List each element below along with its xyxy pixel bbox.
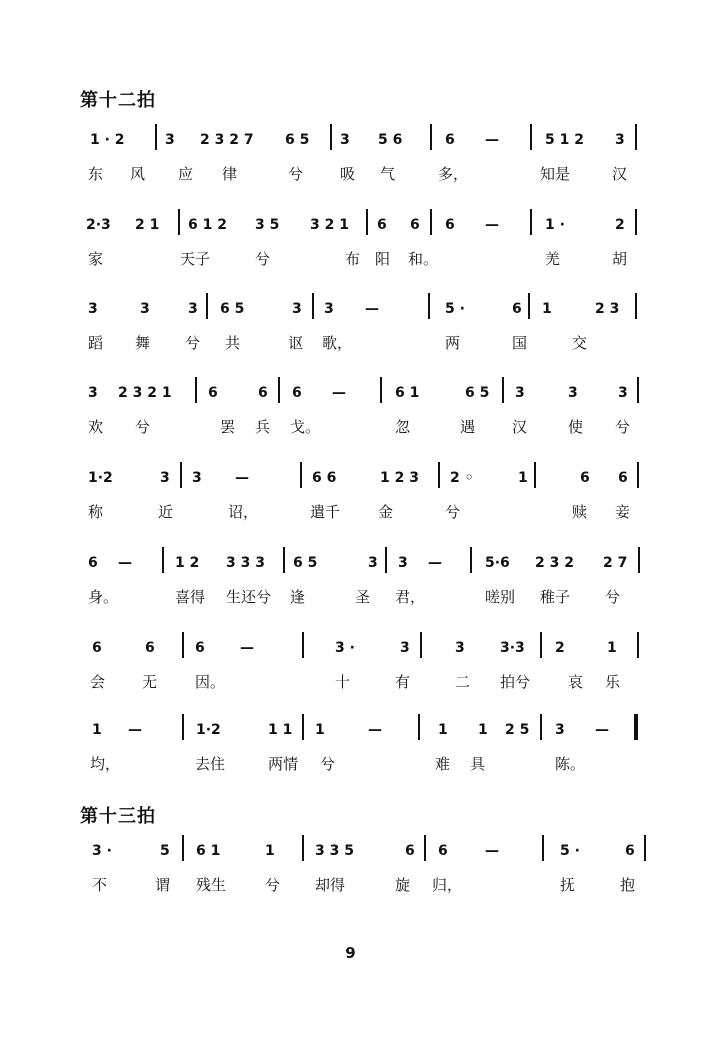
note-group: 1: [478, 722, 488, 738]
note-group: 2 3 2 7: [200, 132, 254, 148]
note-group: 2 7: [603, 555, 628, 571]
note-group: 3·3: [500, 640, 525, 656]
note-group: 3 5: [255, 217, 280, 233]
lyric-text: 汉: [512, 418, 528, 436]
note-group: 3: [568, 385, 578, 401]
lyric-text: 应: [178, 165, 194, 183]
note-group: 1: [265, 843, 275, 859]
note-group: 1·2: [196, 722, 221, 738]
note-group: —: [128, 722, 142, 738]
bar-line: [420, 632, 422, 658]
bar-line: [430, 209, 432, 235]
bar-line: [438, 462, 440, 488]
lyric-text: 和。: [408, 250, 439, 268]
lyric-text: 欢: [88, 418, 104, 436]
note-group: 1 1: [268, 722, 293, 738]
lyric-text: 两: [445, 334, 461, 352]
bar-line: [182, 835, 184, 861]
lyric-text: 却得: [315, 876, 346, 894]
lyric-text: 去住: [195, 755, 226, 773]
score-system-8: [0, 712, 701, 782]
note-group: 3: [192, 470, 202, 486]
lyric-text: 君，: [395, 588, 426, 606]
bar-line: [530, 209, 532, 235]
note-group: —: [332, 385, 346, 401]
note-group: 2 3 2: [535, 555, 574, 571]
lyric-text: 二: [455, 673, 471, 691]
note-group: 6: [292, 385, 302, 401]
bar-line: [155, 124, 157, 150]
lyric-text: 兮: [255, 250, 271, 268]
lyric-text: 布: [345, 250, 361, 268]
bar-line: [424, 835, 426, 861]
lyric-text: 多，: [438, 165, 469, 183]
note-group: 6: [405, 843, 415, 859]
lyric-text: 圣: [355, 588, 371, 606]
bar-line: [195, 377, 197, 403]
note-group: 6: [580, 470, 590, 486]
note-group: 2·3: [86, 217, 111, 233]
lyric-text: 国: [512, 334, 528, 352]
lyric-text: 难: [435, 755, 451, 773]
note-group: 1: [315, 722, 325, 738]
bar-line: [182, 714, 184, 740]
lyric-text: 交: [572, 334, 588, 352]
bar-line: [302, 835, 304, 861]
bar-line: [534, 462, 536, 488]
bar-line: [302, 714, 304, 740]
bar-line: [635, 209, 637, 235]
lyric-text: 生还兮: [226, 588, 272, 606]
lyrics-line: [0, 874, 701, 898]
bar-line: [180, 462, 182, 488]
note-group: 3 3 3: [226, 555, 265, 571]
note-group: 3: [615, 132, 625, 148]
lyric-text: 均，: [90, 755, 121, 773]
section-heading-13: 第十三拍: [80, 806, 156, 827]
note-group: 1: [92, 722, 102, 738]
note-group: 3: [618, 385, 628, 401]
notation-line: [0, 460, 701, 500]
lyric-text: 律: [222, 165, 238, 183]
note-group: 6: [208, 385, 218, 401]
lyric-text: 遣千: [310, 503, 341, 521]
lyric-text: 阳: [375, 250, 391, 268]
note-group: 5 ·: [445, 301, 465, 317]
lyric-text: 稚子: [540, 588, 571, 606]
note-group: 6 1: [196, 843, 221, 859]
note-group: 3 2 1: [310, 217, 349, 233]
note-group: 6: [438, 843, 448, 859]
note-group: 1: [438, 722, 448, 738]
note-group: 6: [410, 217, 420, 233]
note-group: 3: [340, 132, 350, 148]
note-group: 5·6: [485, 555, 510, 571]
note-group: 1: [607, 640, 617, 656]
bar-line: [302, 632, 304, 658]
note-group: 1 2 3: [380, 470, 419, 486]
lyric-text: 兮: [135, 418, 151, 436]
bar-line: [470, 547, 472, 573]
bar-line: [530, 124, 532, 150]
bar-line: [300, 462, 302, 488]
lyric-text: 有: [395, 673, 411, 691]
lyric-text: 谓: [155, 876, 171, 894]
note-group: 2 3: [595, 301, 620, 317]
lyric-text: 罢: [220, 418, 236, 436]
bar-line: [428, 293, 430, 319]
score-system-4: [0, 375, 701, 445]
score-system-5: [0, 460, 701, 530]
bar-line: [542, 835, 544, 861]
note-group: 3: [398, 555, 408, 571]
notation-line: [0, 122, 701, 162]
lyrics-line: [0, 753, 701, 777]
note-group: 6 5: [465, 385, 490, 401]
lyric-text: 遇: [460, 418, 476, 436]
final-bar-line: [634, 714, 638, 740]
lyric-text: 胡: [612, 250, 628, 268]
note-group: 6: [618, 470, 628, 486]
bar-line: [637, 632, 639, 658]
lyric-text: 东: [88, 165, 104, 183]
note-group: 3 3 5: [315, 843, 354, 859]
bar-line: [540, 714, 542, 740]
note-group: 6 6: [312, 470, 337, 486]
note-group: —: [365, 301, 379, 317]
note-group: —: [368, 722, 382, 738]
lyric-text: 妾: [615, 503, 631, 521]
lyric-text: 兮: [320, 755, 336, 773]
note-group: 2 3 2 1: [118, 385, 172, 401]
page-number: 9: [345, 944, 356, 962]
notation-line: [0, 545, 701, 585]
note-group: 3: [160, 470, 170, 486]
lyric-text: 歌，: [322, 334, 353, 352]
lyric-text: 陈。: [555, 755, 586, 773]
score-system-7: [0, 630, 701, 700]
bar-line: [637, 462, 639, 488]
lyric-text: 兮: [288, 165, 304, 183]
bar-line: [637, 377, 639, 403]
note-group: 1 · 2: [90, 132, 125, 148]
note-group: 6: [625, 843, 635, 859]
lyric-text: 蹈: [88, 334, 104, 352]
notation-line: [0, 207, 701, 247]
lyric-text: 归，: [432, 876, 463, 894]
note-group: 3 ·: [335, 640, 355, 656]
bar-line: [502, 377, 504, 403]
notation-line: [0, 630, 701, 670]
note-group: 3: [140, 301, 150, 317]
note-group: —: [595, 722, 609, 738]
bar-line: [178, 209, 180, 235]
bar-line: [418, 714, 420, 740]
notation-line: [0, 833, 701, 873]
lyric-text: 讴: [288, 334, 304, 352]
note-group: 2: [555, 640, 565, 656]
note-group: 3: [368, 555, 378, 571]
note-group: 2 ◦: [450, 470, 474, 486]
bar-line: [380, 377, 382, 403]
note-group: 3: [165, 132, 175, 148]
note-group: 3: [515, 385, 525, 401]
lyric-text: 两情: [268, 755, 299, 773]
note-group: 1 ·: [545, 217, 565, 233]
lyric-text: 称: [88, 503, 104, 521]
lyrics-line: [0, 163, 701, 187]
note-group: —: [428, 555, 442, 571]
score-system-6: [0, 545, 701, 615]
score-system-1: [0, 122, 701, 192]
note-group: 5 ·: [560, 843, 580, 859]
lyric-text: 使: [568, 418, 584, 436]
lyric-text: 舞: [135, 334, 151, 352]
lyric-text: 身。: [88, 588, 119, 606]
bar-line: [635, 124, 637, 150]
bar-line: [635, 293, 637, 319]
section-heading-12: 第十二拍: [80, 90, 156, 111]
note-group: —: [485, 217, 499, 233]
lyric-text: 抱: [620, 876, 636, 894]
notation-line: [0, 375, 701, 415]
note-group: 6 5: [220, 301, 245, 317]
note-group: 6 1: [395, 385, 420, 401]
bar-line: [283, 547, 285, 573]
note-group: 6: [88, 555, 98, 571]
lyric-text: 十: [335, 673, 351, 691]
note-group: 3: [555, 722, 565, 738]
lyrics-line: [0, 586, 701, 610]
lyrics-line: [0, 332, 701, 356]
lyric-text: 逢: [290, 588, 306, 606]
note-group: 5 6: [378, 132, 403, 148]
notation-line: [0, 291, 701, 331]
bar-line: [366, 209, 368, 235]
bar-line: [206, 293, 208, 319]
note-group: 5: [160, 843, 170, 859]
notation-line: [0, 712, 701, 752]
note-group: 6: [445, 217, 455, 233]
lyric-text: 气: [380, 165, 396, 183]
lyrics-line: [0, 416, 701, 440]
note-group: 1: [518, 470, 528, 486]
bar-line: [528, 293, 530, 319]
lyric-text: 兮: [445, 503, 461, 521]
lyric-text: 家: [88, 250, 104, 268]
lyric-text: 旋: [395, 876, 411, 894]
lyric-text: 兮: [185, 334, 201, 352]
note-group: 2 1: [135, 217, 160, 233]
note-group: 5 1 2: [545, 132, 584, 148]
lyric-text: 因。: [195, 673, 226, 691]
note-group: 3: [455, 640, 465, 656]
note-group: —: [485, 843, 499, 859]
note-group: 3: [88, 385, 98, 401]
lyric-text: 兮: [605, 588, 621, 606]
note-group: 2 5: [505, 722, 530, 738]
lyric-text: 诏，: [228, 503, 259, 521]
lyric-text: 吸: [340, 165, 356, 183]
note-group: 6: [258, 385, 268, 401]
bar-line: [644, 835, 646, 861]
bar-line: [385, 547, 387, 573]
note-group: 6: [377, 217, 387, 233]
note-group: —: [118, 555, 132, 571]
lyric-text: 共: [225, 334, 241, 352]
note-group: —: [240, 640, 254, 656]
note-group: —: [235, 470, 249, 486]
note-group: 6: [445, 132, 455, 148]
lyric-text: 不: [92, 876, 108, 894]
lyric-text: 无: [142, 673, 158, 691]
note-group: 6: [92, 640, 102, 656]
score-system-9: [0, 833, 701, 903]
note-group: 6: [195, 640, 205, 656]
note-group: 3: [400, 640, 410, 656]
note-group: 6: [145, 640, 155, 656]
note-group: 6 5: [285, 132, 310, 148]
note-group: 2: [615, 217, 625, 233]
lyric-text: 风: [130, 165, 146, 183]
bar-line: [278, 377, 280, 403]
lyric-text: 忽: [395, 418, 411, 436]
lyric-text: 天子: [180, 250, 211, 268]
lyric-text: 金: [378, 503, 394, 521]
note-group: 1·2: [88, 470, 113, 486]
note-group: 3: [292, 301, 302, 317]
lyric-text: 汉: [612, 165, 628, 183]
lyrics-line: [0, 248, 701, 272]
lyric-text: 兮: [615, 418, 631, 436]
bar-line: [638, 547, 640, 573]
lyric-text: 兮: [265, 876, 281, 894]
bar-line: [162, 547, 164, 573]
lyrics-line: [0, 501, 701, 525]
lyric-text: 近: [158, 503, 174, 521]
note-group: 1: [542, 301, 552, 317]
bar-line: [330, 124, 332, 150]
note-group: 3 ·: [92, 843, 112, 859]
lyric-text: 拍兮: [500, 673, 531, 691]
score-system-2: [0, 207, 701, 277]
lyric-text: 羌: [545, 250, 561, 268]
note-group: 3: [188, 301, 198, 317]
lyric-text: 喜得: [175, 588, 206, 606]
note-group: 1 2: [175, 555, 200, 571]
note-group: 6 1 2: [188, 217, 227, 233]
lyrics-line: [0, 671, 701, 695]
bar-line: [182, 632, 184, 658]
bar-line: [540, 632, 542, 658]
note-group: 3: [324, 301, 334, 317]
lyric-text: 残生: [196, 876, 227, 894]
lyric-text: 抚: [560, 876, 576, 894]
lyric-text: 嗟别: [485, 588, 516, 606]
note-group: 6 5: [293, 555, 318, 571]
lyric-text: 会: [90, 673, 106, 691]
lyric-text: 兵: [255, 418, 271, 436]
bar-line: [312, 293, 314, 319]
lyric-text: 赎: [572, 503, 588, 521]
score-system-3: [0, 291, 701, 361]
lyric-text: 知是: [540, 165, 571, 183]
lyric-text: 乐: [605, 673, 621, 691]
note-group: 3: [88, 301, 98, 317]
lyric-text: 具: [470, 755, 486, 773]
bar-line: [430, 124, 432, 150]
note-group: 6: [512, 301, 522, 317]
lyric-text: 哀: [568, 673, 584, 691]
lyric-text: 戈。: [290, 418, 321, 436]
note-group: —: [485, 132, 499, 148]
